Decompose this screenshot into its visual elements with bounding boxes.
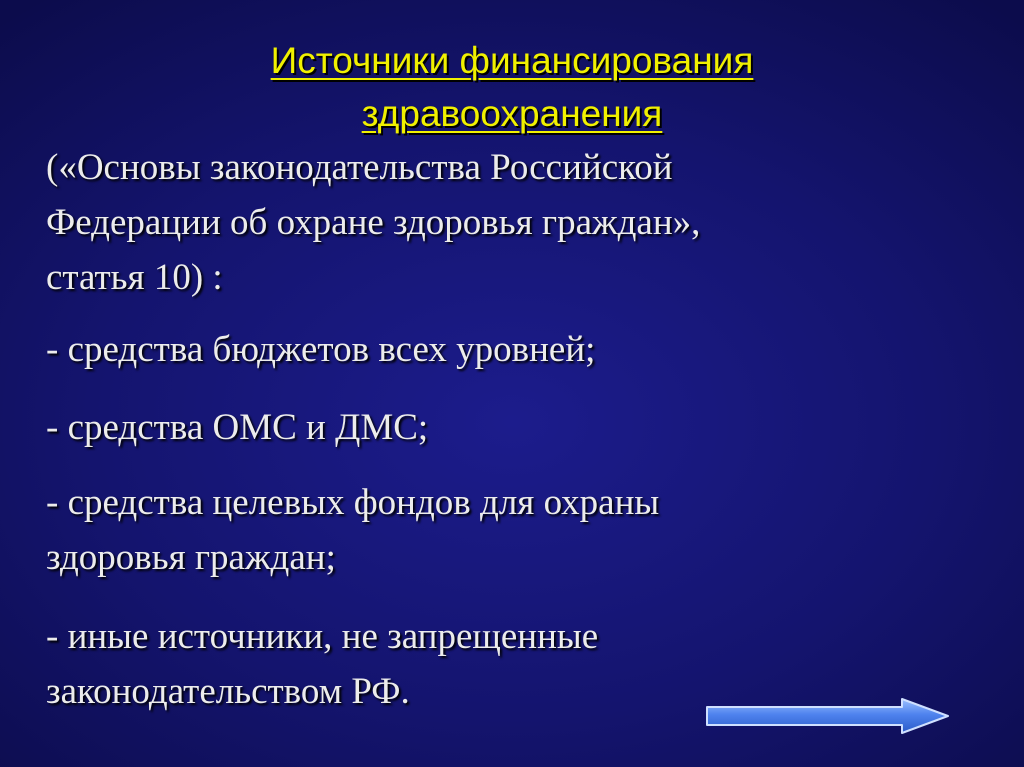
list-item-line: - средства бюджетов всех уровней; <box>46 329 596 370</box>
slide-title-line-1: Источники финансирования <box>270 40 754 81</box>
slide-title <box>0 34 1024 140</box>
list-item-targeted-funds <box>46 475 976 585</box>
list-item-insurance-funds <box>46 400 976 455</box>
law-reference-line-3: статья 10) : <box>46 257 223 298</box>
law-reference-line-2: Федерации об охране здоровья граждан», <box>46 202 701 243</box>
list-item-line: - средства целевых фондов для охраны <box>46 482 660 523</box>
list-item-budget-funds <box>46 322 976 377</box>
list-item-line: - средства ОМС и ДМС; <box>46 407 429 448</box>
law-reference <box>46 140 976 305</box>
law-reference-line-1: («Основы законодательства Российской <box>46 147 673 188</box>
list-item-line: - иные источники, не запрещенные <box>46 616 599 657</box>
list-item-line: законодательством РФ. <box>46 671 410 712</box>
list-item-line: здоровья граждан; <box>46 537 336 578</box>
slide-title-line-2: здравоохранения <box>361 93 663 134</box>
arrow-right-icon[interactable] <box>704 696 952 736</box>
